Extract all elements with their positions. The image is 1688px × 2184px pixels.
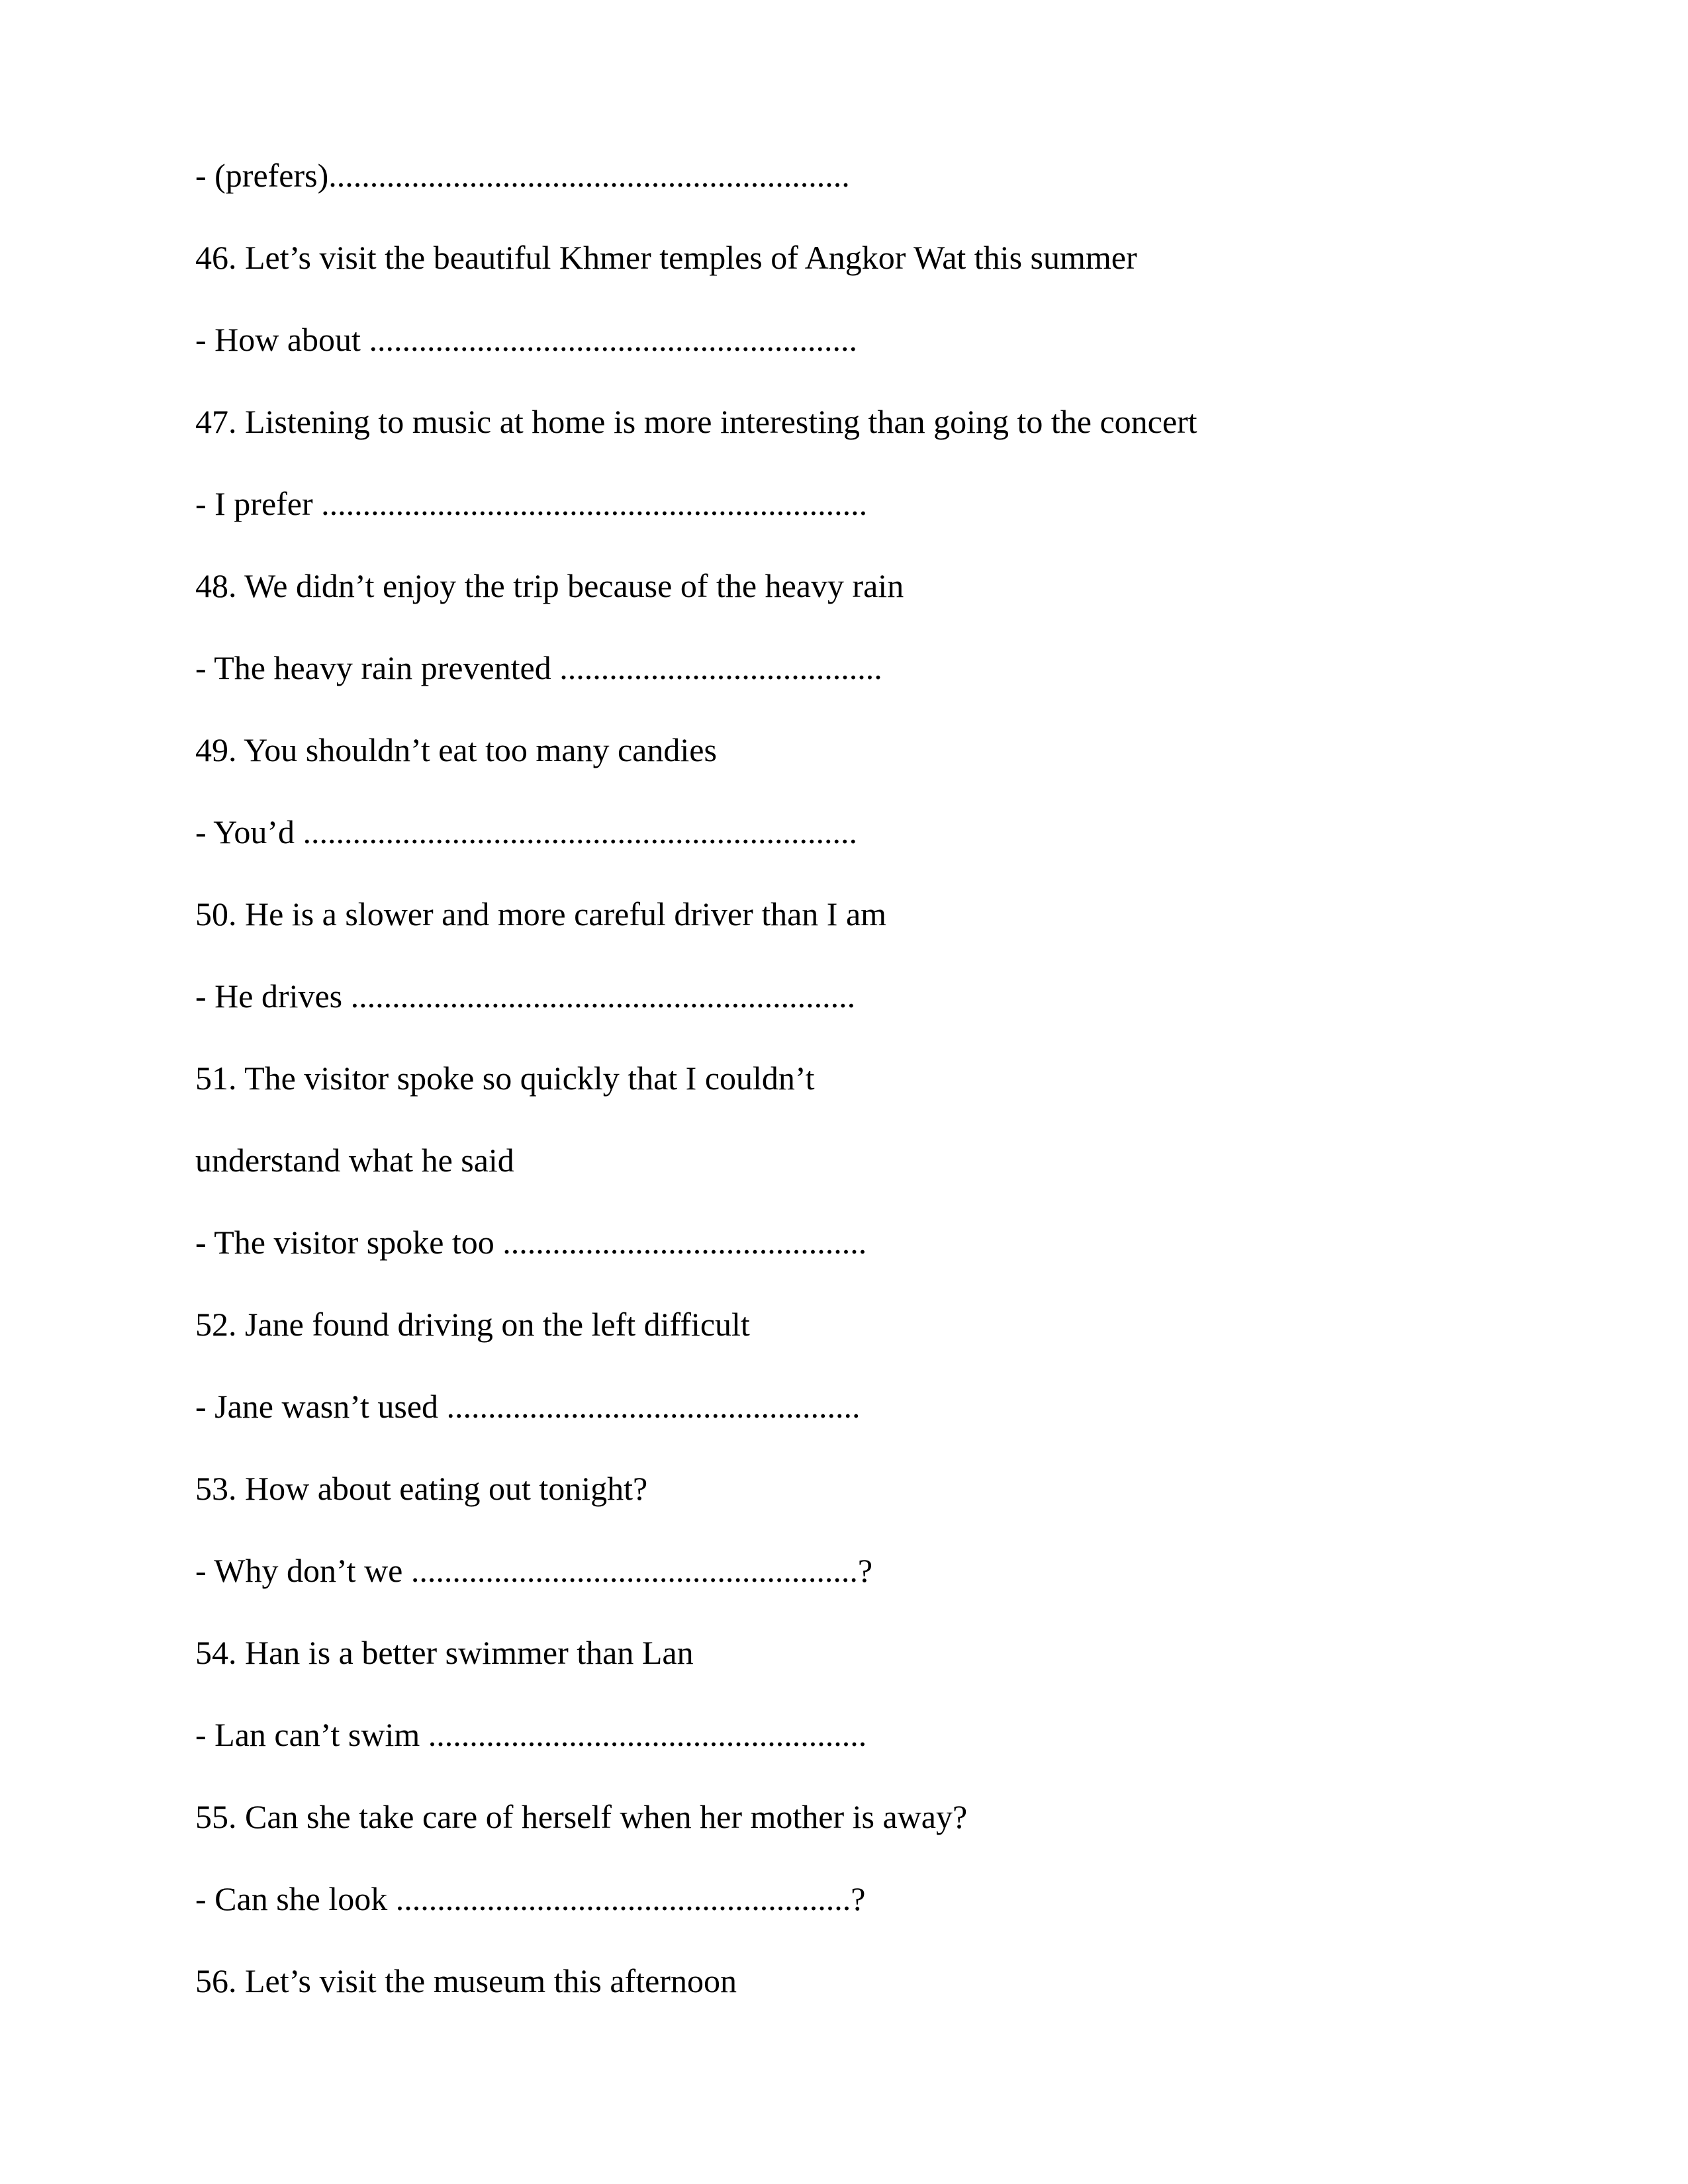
question-48: 48. We didn’t enjoy the trip because of the heavy rain (195, 567, 904, 604)
answer-line-50: - He drives ............................................................. (195, 978, 856, 1015)
question-54: 54. Han is a better swimmer than Lan (195, 1634, 694, 1671)
answer-line-52: - Jane wasn’t used .................................................. (195, 1388, 861, 1425)
question-56: 56. Let’s visit the museum this afternoon (195, 1962, 737, 1999)
answer-line-53: - Why don’t we ......................................................? (195, 1552, 873, 1589)
question-51-continued: understand what he said (195, 1142, 514, 1179)
answer-line-51: - The visitor spoke too ............................................ (195, 1224, 867, 1261)
question-46: 46. Let’s visit the beautiful Khmer temples of Angkor Wat this summer (195, 239, 1137, 276)
answer-line-54: - Lan can’t swim ..................................................... (195, 1716, 867, 1753)
answer-line-47: - I prefer .................................................................. (195, 485, 868, 522)
answer-line-45: - (prefers)............................................................... (195, 157, 850, 194)
question-49: 49. You shouldn’t eat too many candies (195, 731, 717, 768)
question-47: 47. Listening to music at home is more interesting than going to the concert (195, 403, 1197, 440)
question-51: 51. The visitor spoke so quickly that I couldn’t (195, 1060, 815, 1097)
question-53: 53. How about eating out tonight? (195, 1470, 648, 1507)
answer-line-46: - How about ........................................................... (195, 321, 857, 358)
question-50: 50. He is a slower and more careful driver than I am (195, 895, 887, 933)
question-52: 52. Jane found driving on the left difficult (195, 1306, 750, 1343)
question-55: 55. Can she take care of herself when her mother is away? (195, 1798, 968, 1835)
answer-line-48: - The heavy rain prevented ....................................... (195, 649, 882, 686)
answer-line-49: - You’d ................................................................... (195, 813, 858, 850)
answer-line-55: - Can she look .......................................................? (195, 1880, 866, 1917)
